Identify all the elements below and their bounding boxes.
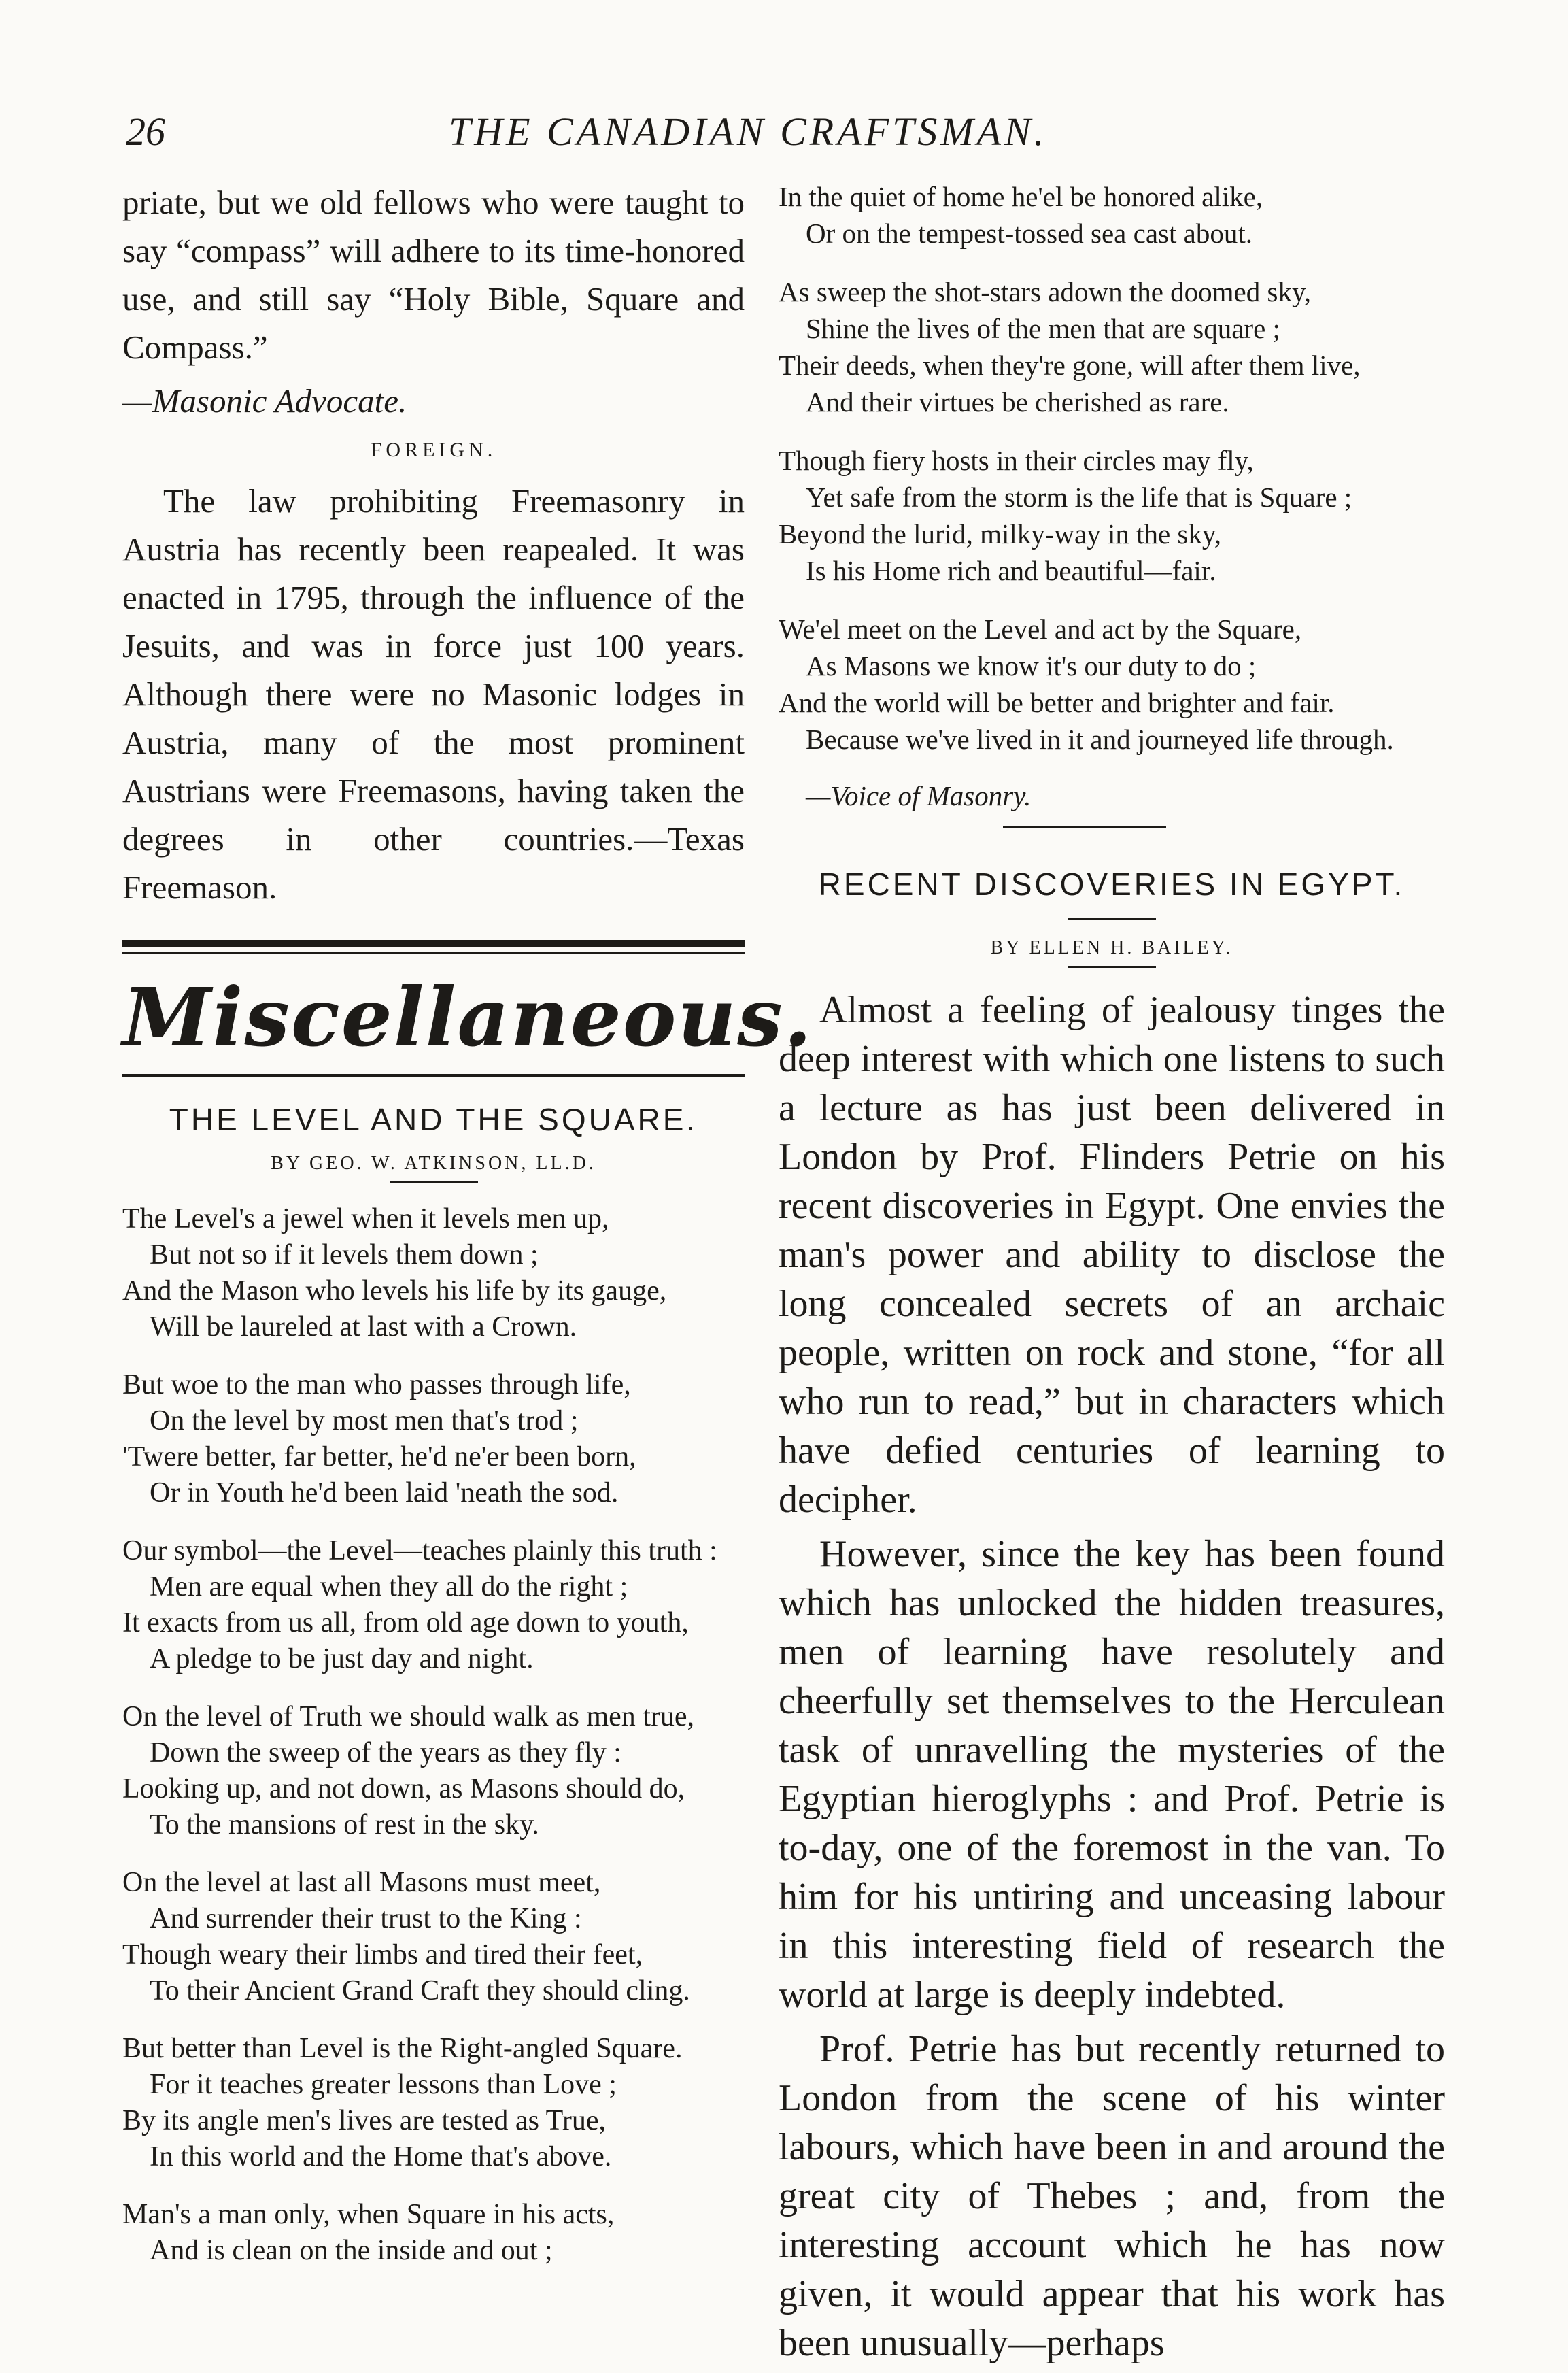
article-paragraph: Prof. Petrie has but recently returned to London from the scene of his winter labours, which have been in and around the great city of Thebes ; and, from the interesting account which he has now given, it would appear that his work has been unusually—perhaps xyxy=(779,2028,1445,2364)
poem-line: Though weary their limbs and tired their feet, xyxy=(122,1939,643,1970)
article-byline-rule xyxy=(1068,966,1156,968)
poem-stanza xyxy=(779,178,1445,252)
poem-line: As sweep the shot-stars adown the doomed sky, xyxy=(779,276,1312,307)
poem-byline: BY GEO. W. ATKINSON, LL.D. xyxy=(271,1153,596,1174)
poem-line: And surrender their trust to the King : xyxy=(150,1903,582,1934)
poem-line: Beyond the lurid, milky-way in the sky, xyxy=(779,518,1221,550)
poem-line: On the level by most men that's trod ; xyxy=(150,1405,579,1436)
poem-line: The Level's a jewel when it levels men up, xyxy=(122,1203,609,1234)
poem-stanza xyxy=(122,2031,745,2175)
poem-line: Down the sweep of the years as they fly : xyxy=(150,1737,621,1768)
article-title: RECENT DISCOVERIES IN EGYPT. xyxy=(818,866,1405,902)
foreign-paragraph: The law prohibiting Freemasonry in Austria has recently been reapealed. It was enacted in 1795, through the influence of the Jesuits, and was in force just 100 years. Although there were no Masonic lodges in Austria, many of the most prominent Austrians were Freemasons, having taken the degrees in other countries.—Texas Freemason. xyxy=(122,482,745,906)
poem-line: As Masons we know it's our duty to do ; xyxy=(806,650,1257,681)
poem-source-rule xyxy=(1003,826,1166,828)
poem-line: A pledge to be just day and night. xyxy=(150,1643,534,1674)
poem-line: Men are equal when they all do the right ; xyxy=(150,1571,628,1602)
poem-source: —Voice of Masonry. xyxy=(806,780,1032,811)
article-paragraph: However, since the key has been found which has unlocked the hidden treasures, men of learning have resolutely and cheerfully set themselves to the Herculean task of unravelling the mysteries of the Egyptian hieroglyphs : and Prof. Petrie is to-day, one of the foremost in the van. To him for his untiring and unceasing labour in this interesting field of research the world at large is deeply indebted. xyxy=(779,1533,1445,2016)
right-column xyxy=(779,178,1445,2373)
poem-stanza xyxy=(779,273,1445,420)
poem-line: In this world and the Home that's above. xyxy=(150,2141,612,2172)
poem-line: By its angle men's lives are tested as True, xyxy=(122,2105,606,2136)
poem-line: And their virtues be cherished as rare. xyxy=(806,386,1229,418)
section-rule-heavy xyxy=(122,940,745,947)
intro-source: —Masonic Advocate. xyxy=(122,382,407,420)
byline-rule xyxy=(390,1181,478,1183)
poem-stanza xyxy=(122,1201,745,1345)
poem-line: And is clean on the inside and out ; xyxy=(150,2235,553,2266)
poem-line: We'el meet on the Level and act by the Square, xyxy=(779,613,1302,645)
poem-line: Is his Home rich and beautiful—fair. xyxy=(806,555,1216,586)
section-title-rule xyxy=(122,1074,745,1077)
poem-line: Will be laureled at last with a Crown. xyxy=(150,1311,577,1343)
poem-stanza xyxy=(122,2197,745,2269)
page-number: 26 xyxy=(126,110,165,154)
poem-line: In the quiet of home he'el be honored alike, xyxy=(779,181,1263,212)
poem-line: Our symbol—the Level—teaches plainly this truth : xyxy=(122,1535,717,1566)
poem-line: Their deeds, when they're gone, will after them live, xyxy=(779,350,1361,381)
article-paragraph: Almost a feeling of jealousy tinges the deep interest with which one listens to such a lecture as has just been delivered in London by Prof. Flinders Petrie on his recent discoveries in Egypt. One envies the man's power and ability to disclose the long concealed secrets of an archaic people, written on rock and stone, “for all who run to read,” but in characters which have defied centuries of learning to decipher. xyxy=(779,989,1445,1521)
article-byline: BY ELLEN H. BAILEY. xyxy=(990,937,1233,958)
poem-stanza xyxy=(779,442,1445,589)
poem-line: It exacts from us all, from old age down to youth, xyxy=(122,1607,689,1638)
poem-continuation xyxy=(779,178,1445,758)
poem-line: Or in Youth he'd been laid 'neath the sod. xyxy=(150,1477,619,1509)
poem-line: But not so if it levels them down ; xyxy=(150,1239,539,1270)
poem-line: On the level at last all Masons must meet, xyxy=(122,1867,601,1898)
poem-line: On the level of Truth we should walk as men true, xyxy=(122,1701,695,1732)
poem-line: But better than Level is the Right-angled Square. xyxy=(122,2033,683,2064)
poem-line: 'Twere better, far better, he'd ne'er been born, xyxy=(122,1441,636,1472)
poem-line: To the mansions of rest in the sky. xyxy=(150,1809,539,1840)
poem-line: And the Mason who levels his life by its gauge, xyxy=(122,1275,667,1307)
poem-line: Looking up, and not down, as Masons should do, xyxy=(122,1773,685,1804)
running-title: THE CANADIAN CRAFTSMAN. xyxy=(449,110,1048,154)
poem-line: Yet safe from the storm is the life that is Square ; xyxy=(806,482,1352,513)
poem-body xyxy=(122,1201,745,2269)
poem-stanza xyxy=(779,611,1445,758)
poem-line: Shine the lives of the men that are square ; xyxy=(806,313,1280,344)
poem-line: Man's a man only, when Square in his acts, xyxy=(122,2199,615,2230)
poem-title: THE LEVEL AND THE SQUARE. xyxy=(169,1102,698,1137)
poem-stanza xyxy=(122,1865,745,2009)
page-header xyxy=(0,0,1568,163)
poem-line: For it teaches greater lessons than Love ; xyxy=(150,2069,617,2100)
section-title: Miscellaneous. xyxy=(122,970,813,1064)
article-title-rule xyxy=(1068,918,1156,920)
left-column xyxy=(122,178,813,2291)
poem-line: Because we've lived in it and journeyed life through. xyxy=(806,724,1394,755)
poem-stanza xyxy=(122,1367,745,1511)
article-body xyxy=(779,986,1445,2368)
poem-line: To their Ancient Grand Craft they should cling. xyxy=(150,1975,690,2006)
poem-line: Or on the tempest-tossed sea cast about. xyxy=(806,218,1252,249)
poem-stanza xyxy=(122,1699,745,1843)
foreign-heading: FOREIGN. xyxy=(370,439,497,461)
intro-paragraph: priate, but we old fellows who were taught to say “compass” will adhere to its time-honored use, and still say “Holy Bible, Square and Compass.” xyxy=(122,184,745,366)
section-rule-thin xyxy=(122,952,745,954)
poem-stanza xyxy=(122,1533,745,1677)
poem-line: But woe to the man who passes through life, xyxy=(122,1369,631,1400)
poem-line: And the world will be better and brighter and fair. xyxy=(779,687,1335,718)
poem-line: Though fiery hosts in their circles may fly, xyxy=(779,445,1254,476)
